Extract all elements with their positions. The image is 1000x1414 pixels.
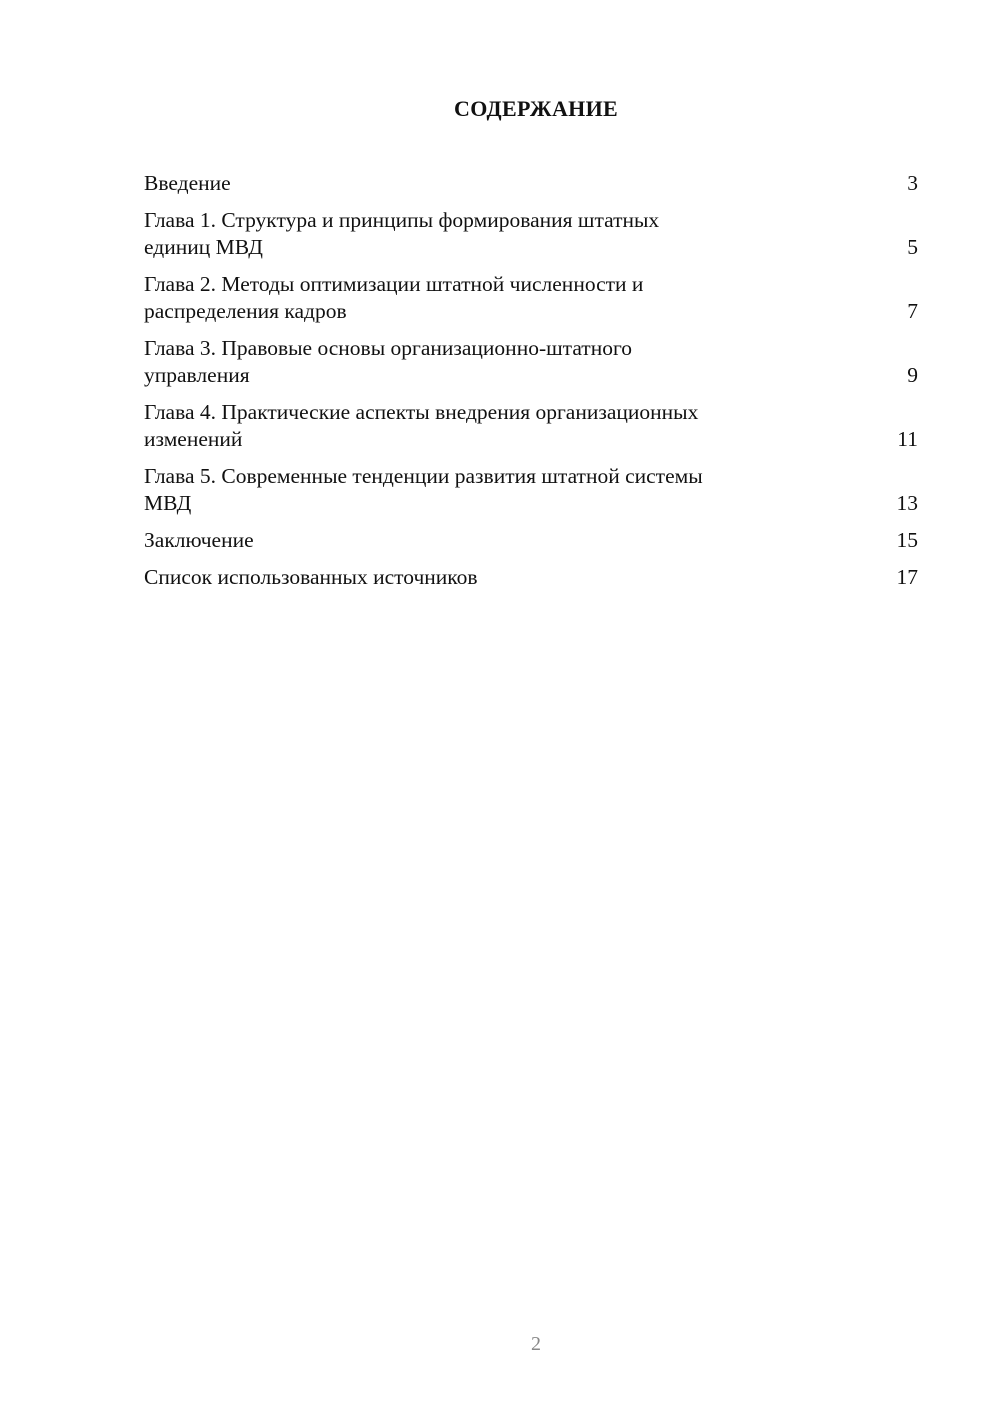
toc-entry-references [144,564,918,591]
toc-entry-introduction [144,170,918,197]
toc-list [144,170,918,601]
toc-entry-chapter-5 [144,463,918,517]
toc-entry-text: Глава 5. Современные тенденции развития штатной системы МВД [144,464,703,515]
toc-entry-conclusion [144,527,918,554]
toc-entry-text: Список использованных источников [144,565,478,589]
toc-entry-text: Глава 2. Методы оптимизации штатной численности и распределения кадров [144,272,644,323]
toc-entry-text: Введение [144,171,231,195]
page-number: 2 [531,1333,541,1355]
toc-entry-chapter-2 [144,271,918,325]
toc-entry-text: Заключение [144,528,254,552]
toc-entry-text: Глава 1. Структура и принципы формирования штатных единиц МВД [144,208,660,259]
toc-entry-text: Глава 4. Практические аспекты внедрения организационных изменений [144,400,699,451]
toc-entry-page: 17 [896,565,918,589]
toc-entry-page: 15 [896,528,918,552]
toc-entry-page: 7 [907,299,918,323]
toc-entry-page: 13 [896,491,918,515]
toc-entry-chapter-3 [144,335,918,389]
toc-entry-page: 5 [907,235,918,259]
toc-title: СОДЕРЖАНИЕ [454,96,618,121]
toc-entry-page: 3 [907,171,918,195]
toc-entry-text: Глава 3. Правовые основы организационно-штатного управления [144,336,632,387]
toc-entry-page: 9 [907,363,918,387]
toc-entry-chapter-1 [144,207,918,261]
toc-entry-page: 11 [897,427,918,451]
toc-entry-chapter-4 [144,399,918,453]
